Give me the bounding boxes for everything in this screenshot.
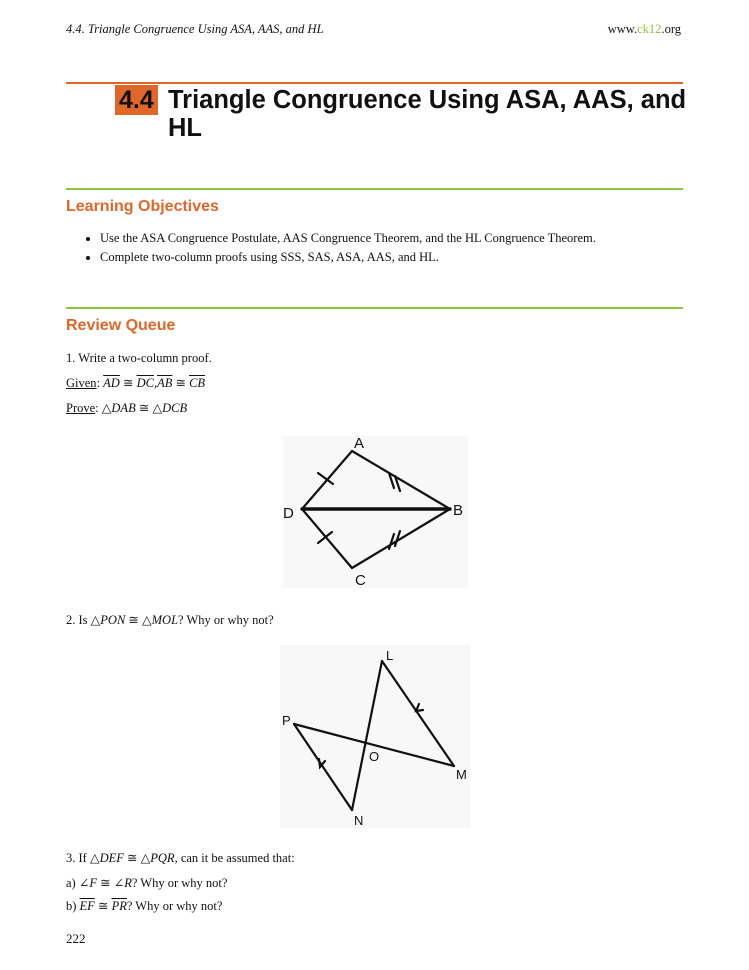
congruent-symbol: ≅ [97, 899, 109, 913]
congruent-symbol: ≅ [122, 376, 134, 390]
figure-background [283, 436, 468, 588]
segment-ab: $\overline{AB}$ [157, 376, 173, 390]
angle-symbol: ∠ [113, 876, 125, 890]
triangle-mol: MOL [151, 613, 179, 627]
label-c: C [355, 572, 366, 588]
q3-prefix: 3. If [66, 851, 90, 865]
q2-text [66, 612, 274, 628]
q2-prefix: 2. Is [66, 613, 91, 627]
triangle-symbol: △ [140, 851, 151, 865]
triangle-pon: PON [100, 613, 126, 627]
q1-text: 1. Write a two-column proof. [66, 351, 212, 365]
prove-label: Prove [66, 401, 96, 415]
objectives-rule [66, 188, 683, 190]
congruent-symbol: ≅ [138, 401, 150, 415]
objectives-heading: Learning Objectives [66, 198, 219, 215]
objectives-list [82, 229, 700, 267]
given-separator: , [153, 376, 158, 390]
segment-cb: $\overline{CB}$ [189, 376, 206, 390]
review-rule [66, 307, 683, 309]
url-brand: ck12 [637, 22, 662, 36]
q1-given: Given: $\overline{AD}$ ≅ $\overline{DC},\overline{AB}$ ≅ $\overline{CB}$ [66, 376, 206, 390]
url-prefix: www. [607, 22, 638, 36]
triangle-dcb: DCB [162, 401, 188, 415]
section-top-rule [66, 82, 683, 84]
q3-suffix: , can it be assumed that: [174, 851, 295, 865]
label-d: D [283, 505, 294, 522]
angle-r: R [124, 876, 132, 890]
q3-part-a [66, 875, 227, 891]
figure-background [280, 645, 470, 828]
objective-item: • Use the ASA Congruence Postulate, AAS Congruence Theorem, and the HL Congruence Theorem. [100, 229, 700, 248]
triangle-symbol: △ [89, 851, 100, 865]
triangle-def: DEF [99, 851, 124, 865]
segment-ef: $\overline{EF}$ [79, 899, 95, 913]
label-p: P [282, 713, 291, 728]
kite-figure [283, 436, 468, 588]
part-a-prefix: a) [66, 876, 79, 890]
label-l: L [386, 648, 394, 663]
label-m: M [456, 767, 467, 782]
bowtie-figure [280, 645, 470, 828]
angle-f: F [89, 876, 97, 890]
page-number: 222 [66, 931, 86, 946]
running-header-title: 4.4. Triangle Congruence Using ASA, AAS, and HL [66, 22, 324, 36]
running-header-url[interactable] [608, 22, 681, 37]
triangle-symbol: △ [90, 613, 101, 627]
url-suffix: .org [661, 22, 681, 36]
congruent-symbol: ≅ [127, 851, 138, 865]
section-title: Triangle Congruence Using ASA, AAS, and HL [168, 86, 687, 142]
triangle-dab: DAB [111, 401, 136, 415]
congruent-symbol: ≅ [128, 613, 139, 627]
q2-suffix: ? Why or why not? [178, 613, 274, 627]
segment-dc: $\overline{DC}$ [136, 376, 154, 390]
triangle-pqr: PQR [150, 851, 175, 865]
label-a: A [354, 436, 365, 452]
triangle-symbol: △ [142, 613, 152, 627]
part-b-prefix: b) [66, 899, 80, 913]
angle-symbol: ∠ [78, 876, 90, 890]
given-label: Given [66, 376, 97, 390]
q3-part-b [66, 898, 222, 914]
triangle-symbol: △ [101, 401, 112, 415]
q1-prove: Prove: △DAB ≅ △DCB [66, 401, 188, 415]
label-o: O [369, 749, 380, 764]
segment-ad: $\overline{AD}$ [103, 376, 120, 390]
label-n: N [354, 813, 364, 828]
part-a-suffix: ? Why or why not? [131, 876, 228, 890]
congruent-symbol: ≅ [100, 876, 111, 890]
section-number: 4.4 [115, 85, 158, 115]
part-b-suffix: ? Why or why not? [126, 899, 223, 913]
objective-item: • Complete two-column proofs using SSS, SAS, ASA, AAS, and HL. [100, 248, 700, 267]
triangle-symbol: △ [152, 401, 163, 415]
segment-pr: $\overline{PR}$ [111, 899, 127, 913]
q3-text [66, 850, 295, 866]
review-heading: Review Queue [66, 317, 176, 334]
congruent-symbol: ≅ [175, 376, 186, 390]
label-b: B [453, 502, 464, 519]
